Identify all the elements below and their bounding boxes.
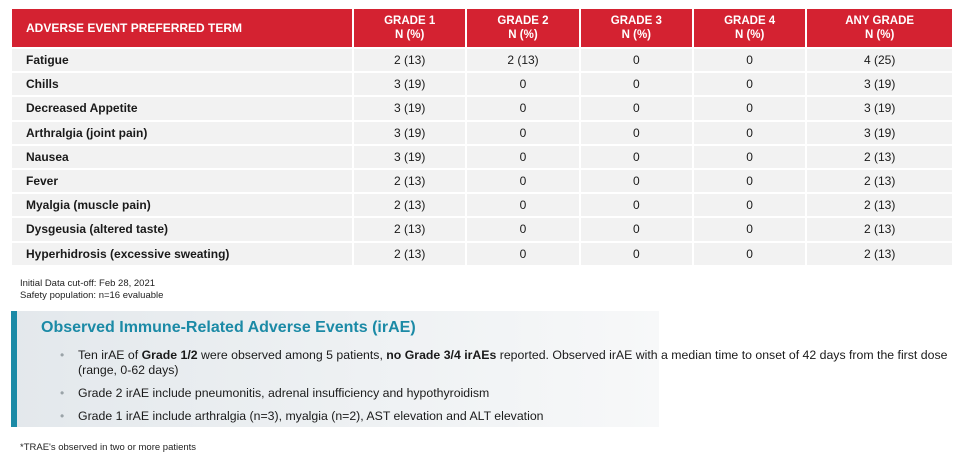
bullet-icon: • [60, 348, 65, 362]
grade-3-cell: 0 [581, 243, 692, 265]
any-grade-cell: 4 (25) [807, 49, 952, 71]
grade-2-cell: 0 [467, 170, 578, 192]
grade-1-cell: 3 (19) [354, 146, 465, 168]
grade-3-cell: 0 [581, 49, 692, 71]
grade-1-cell: 2 (13) [354, 49, 465, 71]
grade-4-cell: 0 [694, 146, 805, 168]
grade-3-cell: 0 [581, 73, 692, 95]
grade-1-cell: 2 (13) [354, 218, 465, 240]
grade-1-cell: 2 (13) [354, 194, 465, 216]
table-notes [20, 278, 163, 302]
header-term: ADVERSE EVENT PREFERRED TERM [12, 9, 352, 47]
grade-2-cell: 0 [467, 218, 578, 240]
grade-4-cell: 0 [694, 170, 805, 192]
term-cell: Fatigue [12, 49, 352, 71]
any-grade-cell: 3 (19) [807, 73, 952, 95]
grade-2-cell: 0 [467, 146, 578, 168]
any-grade-cell: 3 (19) [807, 97, 952, 119]
any-grade-cell: 2 (13) [807, 170, 952, 192]
header-grade-1: GRADE 1 N (%) [354, 9, 465, 47]
header-grade-4: GRADE 4 N (%) [694, 9, 805, 47]
grade-1-cell: 3 (19) [354, 122, 465, 144]
adverse-events-table [10, 7, 954, 267]
table-row [12, 170, 952, 192]
any-grade-cell: 3 (19) [807, 122, 952, 144]
data-cutoff-note: Initial Data cut-off: Feb 28, 2021 [20, 278, 156, 289]
table-row [12, 122, 952, 144]
grade-1-cell: 2 (13) [354, 243, 465, 265]
any-grade-cell: 2 (13) [807, 146, 952, 168]
grade-4-cell: 0 [694, 73, 805, 95]
grade-2-cell: 0 [467, 97, 578, 119]
list-item: • Grade 2 irAE include pneumonitis, adrenal insufficiency and hypothyroidism [60, 386, 490, 400]
table-row [12, 218, 952, 240]
grade-1-cell: 3 (19) [354, 73, 465, 95]
any-grade-cell: 2 (13) [807, 243, 952, 265]
table-row [12, 243, 952, 265]
header-any-grade: ANY GRADE N (%) [807, 9, 952, 47]
term-cell: Nausea [12, 146, 352, 168]
term-cell: Decreased Appetite [12, 97, 352, 119]
grade-3-cell: 0 [581, 218, 692, 240]
grade-2-cell: 0 [467, 194, 578, 216]
footnote: *TRAE's observed in two or more patients [20, 442, 197, 453]
header-grade-2: GRADE 2 N (%) [467, 9, 578, 47]
grade-4-cell: 0 [694, 97, 805, 119]
term-cell: Arthralgia (joint pain) [12, 122, 352, 144]
grade-2-cell: 0 [467, 73, 578, 95]
grade-4-cell: 0 [694, 49, 805, 71]
table-row [12, 146, 952, 168]
term-cell: Myalgia (muscle pain) [12, 194, 352, 216]
accent-bar [11, 311, 17, 427]
grade-1-cell: 2 (13) [354, 170, 465, 192]
grade-2-cell: 0 [467, 243, 578, 265]
grade-3-cell: 0 [581, 122, 692, 144]
table-row [12, 97, 952, 119]
term-cell: Fever [12, 170, 352, 192]
bullet-icon: • [60, 409, 65, 423]
term-cell: Chills [12, 73, 352, 95]
term-cell: Hyperhidrosis (excessive sweating) [12, 243, 352, 265]
grade-4-cell: 0 [694, 194, 805, 216]
table-header-row [12, 9, 952, 47]
grade-1-cell: 3 (19) [354, 97, 465, 119]
grade-2-cell: 2 (13) [467, 49, 578, 71]
any-grade-cell: 2 (13) [807, 194, 952, 216]
bullet-icon: • [60, 386, 65, 400]
safety-population-note: Safety population: n=16 evaluable [20, 290, 164, 301]
grade-4-cell: 0 [694, 122, 805, 144]
list-item: • Grade 1 irAE include arthralgia (n=3), myalgia (n=2), AST elevation and ALT elevation [60, 409, 544, 423]
any-grade-cell: 2 (13) [807, 218, 952, 240]
grade-4-cell: 0 [694, 243, 805, 265]
table-row [12, 194, 952, 216]
list-item: • Ten irAE of Grade 1/2 were observed among 5 patients, no Grade 3/4 irAEs reported. Observed irAE with a median time to onset of 42 days from the first dose (range, 0-62 days) [60, 348, 948, 377]
irae-title: Observed Immune-Related Adverse Events (irAE) [41, 319, 416, 336]
table-row [12, 49, 952, 71]
grade-3-cell: 0 [581, 194, 692, 216]
table-row [12, 73, 952, 95]
header-grade-3: GRADE 3 N (%) [581, 9, 692, 47]
term-cell: Dysgeusia (altered taste) [12, 218, 352, 240]
grade-3-cell: 0 [581, 146, 692, 168]
grade-3-cell: 0 [581, 97, 692, 119]
grade-4-cell: 0 [694, 218, 805, 240]
irae-bullet-list [60, 348, 960, 432]
grade-2-cell: 0 [467, 122, 578, 144]
grade-3-cell: 0 [581, 170, 692, 192]
